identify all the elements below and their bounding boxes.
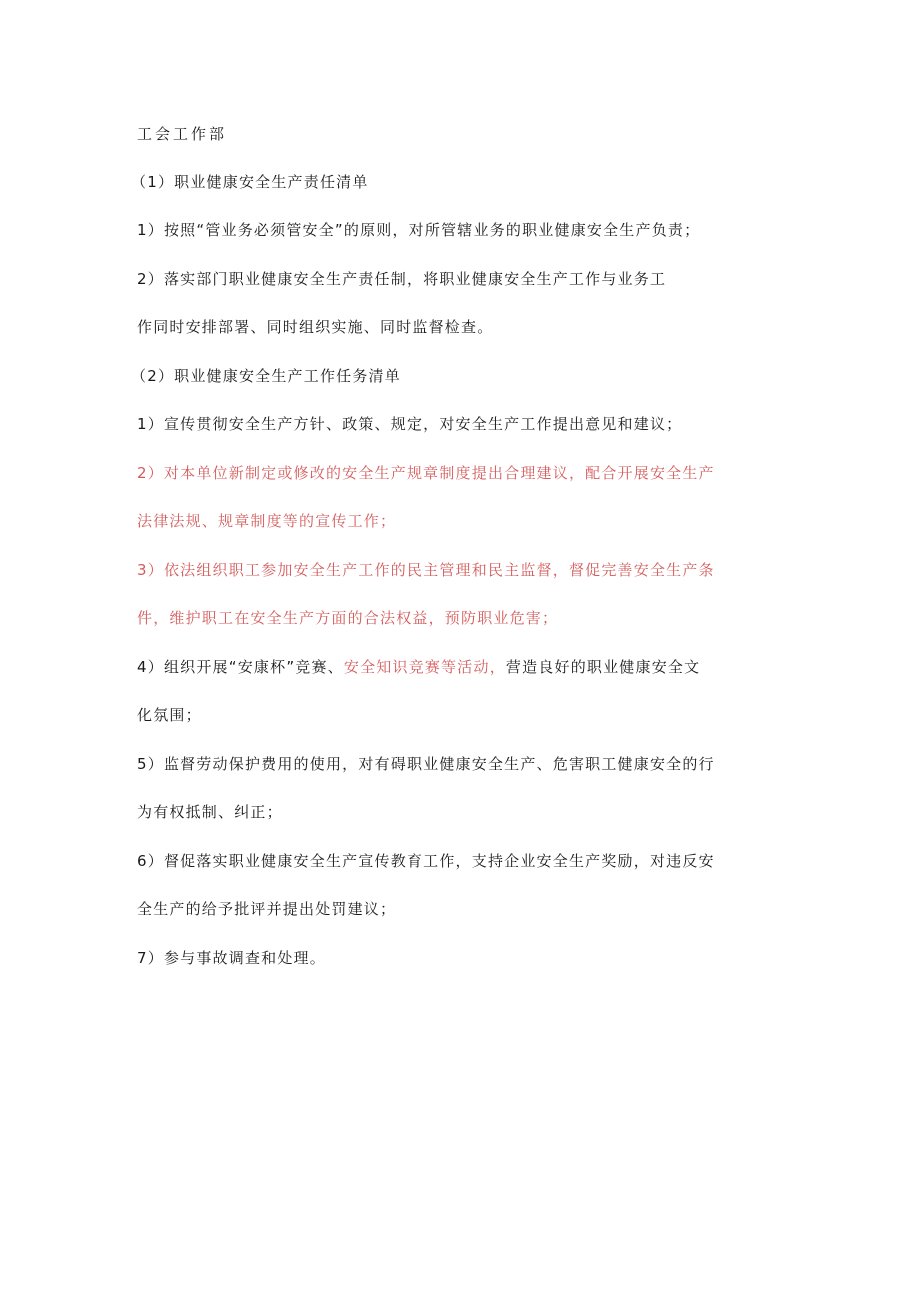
section-2-item-5-line-1: 5）监督劳动保护费用的使用，对有碍职业健康安全生产、危害职工健康安全的行 xyxy=(137,755,715,773)
department-title: 工会工作部 xyxy=(137,125,228,143)
section-2-item-5-line-2: 为有权抵制、纠正； xyxy=(137,803,283,821)
section-1-item-2-line-2: 作同时安排部署、同时组织实施、同时监督检查。 xyxy=(137,318,494,336)
section-2-item-7: 7）参与事故调查和处理。 xyxy=(137,949,326,967)
item-4-text-a: 4）组织开展“安康杯”竞赛、 xyxy=(137,658,344,676)
section-2-heading: （2）职业健康安全生产工作任务清单 xyxy=(131,367,401,385)
item-4-text-highlight: 安全知识竞赛等活动， xyxy=(343,658,506,676)
section-2-item-4-line-2: 化氛围； xyxy=(137,706,202,724)
section-1-item-1: 1）按照“管业务必须管安全”的原则，对所管辖业务的职业健康安全生产负责； xyxy=(137,221,701,239)
section-2-item-3-line-1: 3）依法组织职工参加安全生产工作的民主管理和民主监督，督促完善安全生产条 xyxy=(137,561,715,579)
section-1-item-2-line-1: 2）落实部门职业健康安全生产责任制，将职业健康安全生产工作与业务工 xyxy=(137,270,667,288)
section-2-item-2-line-2: 法律法规、规章制度等的宣传工作； xyxy=(137,512,397,530)
section-2-item-4-line-1 xyxy=(137,657,700,677)
section-2-item-6-line-2: 全生产的给予批评并提出处罚建议； xyxy=(137,900,397,918)
item-4-text-c: 营造良好的职业健康安全文 xyxy=(505,658,701,676)
section-1-heading: （1）职业健康安全生产责任清单 xyxy=(131,173,369,191)
section-2-item-3-line-2: 件，维护职工在安全生产方面的合法权益，预防职业危害； xyxy=(137,609,559,627)
section-2-item-6-line-1: 6）督促落实职业健康安全生产宣传教育工作，支持企业安全生产奖励，对违反安 xyxy=(137,852,715,870)
section-2-item-1: 1）宣传贯彻安全生产方针、政策、规定，对安全生产工作提出意见和建议； xyxy=(137,415,683,433)
section-2-item-2-line-1: 2）对本单位新制定或修改的安全生产规章制度提出合理建议，配合开展安全生产 xyxy=(137,464,715,482)
